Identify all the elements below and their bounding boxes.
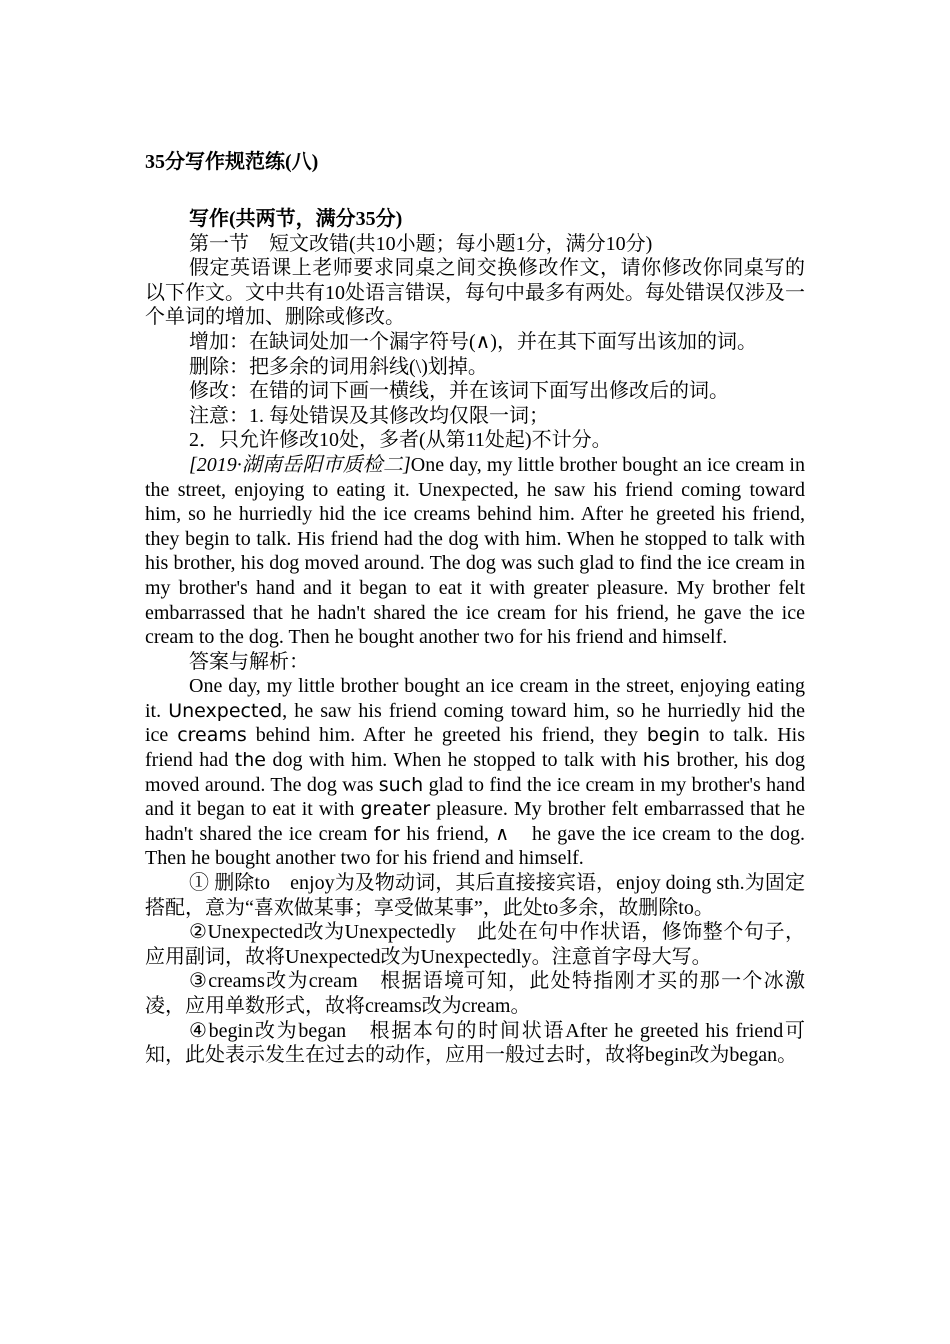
answer-heading: 答案与解析： <box>189 650 309 673</box>
instructions-intro: 假定英语课上老师要求同桌之间交换修改作文，请你修改你同桌写的以下作文。文中共有10处语言错误，每句中最多有两处。每处错误仅涉及一个单词的增加、删除或修改。 <box>145 257 805 329</box>
answer-text: brother, his dog moved around. The dog was <box>145 749 805 796</box>
answer-text: to talk. His friend had <box>145 724 805 772</box>
part1-heading: 第一节 短文改错(共10小题；每小题1分，满分10分) <box>189 232 653 255</box>
answer-text: behind him. After he greeted his friend, they <box>246 724 647 747</box>
corrected-word: the <box>234 749 266 772</box>
answer-text: pleasure. My brother felt embarrassed that he hadn't shared the ice cream <box>145 798 806 845</box>
answer-text: , he saw his friend coming toward him, so he hurriedly hid the ice <box>145 699 805 747</box>
explanation-1: ① 删除to enjoy为及物动词，其后直接接宾语，enjoy doing sth.为固定搭配，意为“喜欢做某事；享受做某事”，此处to多余，故删除to。 <box>145 872 805 919</box>
answer-text: dog with him. When he stopped to talk with <box>265 749 643 772</box>
instruction-delete: 删除：把多余的词用斜线(\)划掉。 <box>189 355 488 378</box>
answer-text: glad to find the ice cream in my brother's hand and it began to eat it with <box>145 773 805 821</box>
explanation-4: ④begin改为began 根据本句的时间状语After he greeted his friend可知，此处表示发生在过去的动作，应用一般过去时，故将begin改为began。 <box>145 1019 805 1067</box>
answer-text: One day, my little brother bought an ice cream in the street, enjoying eating it. <box>145 675 805 722</box>
instruction-note-1: 注意：1. 每处错误及其修改均仅限一词； <box>189 404 549 427</box>
answer-text: his friend, <box>399 822 496 845</box>
corrected-word: his <box>642 749 671 772</box>
passage <box>145 453 805 650</box>
corrected-word: greater <box>360 798 431 821</box>
document-body <box>145 207 805 1068</box>
explanation-2: ②Unexpected改为Unexpectedly 此处在句中作状语，修饰整个句子，应用副词，故将Unexpected改为Unexpectedly。注意首字母大写。 <box>145 921 805 968</box>
passage-source: [2019·湖南岳阳市质检二] <box>189 453 411 476</box>
corrected-word: begin <box>646 724 700 747</box>
corrected-word: Unexpected <box>168 699 283 722</box>
passage-text: One day, my little brother bought an ice cream in the street, enjoying to eating it. Unexpected, he saw his friend coming toward him, so he hurriedly hid the ice creams behind him. After he greeted his friend, they begin to talk. His friend had the dog with him. When he stopped to talk with his brother, his dog moved around. The dog was such glad to find the ice cream in my brother's hand and it began to eat it with greater pleasure. My brother felt embarrassed that he hadn't shared the ice cream for his friend, he gave the ice cream to the dog. Then he bought another two for his friend and himself. <box>145 453 805 649</box>
instruction-add: 增加：在缺词处加一个漏字符号(∧)，并在其下面写出该加的词。 <box>189 330 757 353</box>
page-title: 35分写作规范练(八) <box>145 151 319 173</box>
insertion-caret: ∧ <box>495 822 510 845</box>
answer-passage <box>145 674 805 871</box>
instruction-note-2: 2．只允许修改10处，多者(从第11处起)不计分。 <box>189 429 612 452</box>
explanation-3: ③creams改为cream 根据语境可知，此处特指刚才买的那一个冰激凌，应用单数形式，故将creams改为cream。 <box>145 970 805 1017</box>
corrected-word: such <box>378 773 424 796</box>
answer-text: he gave the ice cream to the dog. Then he bought another two for his friend and himself. <box>145 822 806 870</box>
corrected-word: for <box>373 822 400 845</box>
corrected-word: creams <box>177 724 247 747</box>
instruction-modify: 修改：在错的词下画一横线，并在该词下面写出修改后的词。 <box>189 380 729 403</box>
section-heading: 写作(共两节，满分35分) <box>189 208 403 230</box>
